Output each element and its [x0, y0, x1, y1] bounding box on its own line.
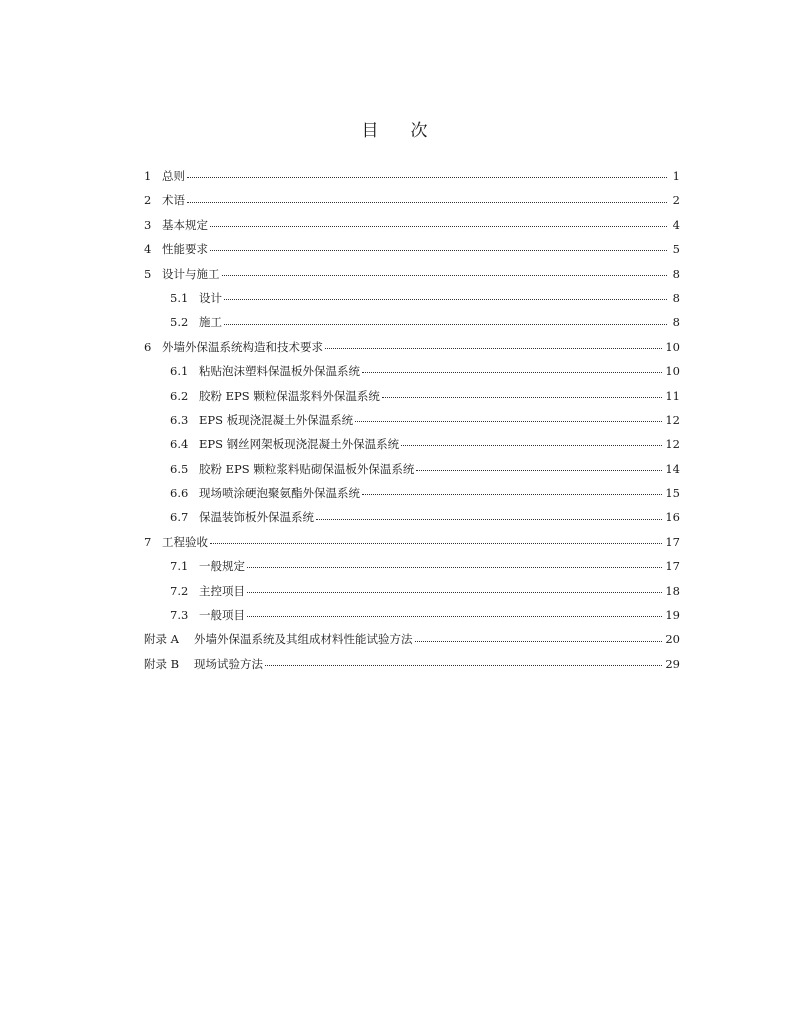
toc-entry-number: 6.5 — [170, 461, 189, 476]
toc-entry-page-number: 2 — [672, 193, 680, 208]
toc-entry-page-number: 19 — [665, 608, 680, 623]
toc-entry-number: 6.3 — [170, 412, 189, 427]
toc-entry-page-number: 17 — [665, 534, 680, 549]
toc-entry-label: 基本规定 — [162, 217, 208, 232]
toc-entry-page-number: 15 — [665, 486, 680, 501]
dot-leader — [224, 298, 667, 300]
toc-entry[interactable] — [144, 188, 680, 212]
toc-entry-page-number: 5 — [672, 242, 680, 257]
toc-entry-number: 5.1 — [170, 290, 189, 305]
dot-leader — [355, 420, 662, 422]
toc-entry[interactable] — [144, 652, 680, 676]
toc-entry[interactable] — [144, 457, 680, 481]
toc-entry-number: 6.1 — [170, 364, 189, 379]
toc-entry-page-number: 10 — [665, 339, 680, 354]
toc-entry-label: 现场试验方法 — [194, 656, 263, 671]
toc-entry-number: 7 — [144, 534, 152, 549]
toc-entry-page-number: 11 — [665, 388, 680, 403]
toc-entry[interactable] — [144, 262, 680, 286]
toc-entry-page-number: 8 — [672, 315, 680, 330]
toc-entry-number: 7.1 — [170, 559, 189, 574]
toc-entry-label: 性能要求 — [162, 242, 208, 257]
toc-entry[interactable] — [144, 554, 680, 578]
dot-leader — [210, 542, 662, 544]
table-of-contents — [144, 164, 680, 676]
toc-entry-page-number: 1 — [672, 169, 680, 183]
toc-entry-label: 胶粉 EPS 颗粒保温浆料外保温系统 — [199, 388, 380, 403]
toc-entry-label: 工程验收 — [162, 534, 208, 549]
dot-leader — [187, 201, 667, 203]
dot-leader — [210, 225, 667, 227]
toc-entry-label: 主控项目 — [199, 583, 245, 598]
toc-entry[interactable] — [144, 359, 680, 383]
dot-leader — [415, 640, 663, 642]
dot-leader — [187, 176, 667, 178]
toc-title — [0, 116, 791, 141]
dot-leader — [382, 396, 663, 398]
toc-entry-label: 外墙外保温系统及其组成材料性能试验方法 — [194, 632, 413, 647]
toc-title-char-1: 目 — [361, 121, 381, 141]
toc-entry[interactable] — [144, 505, 680, 529]
toc-entry-number: 附录 B — [144, 656, 180, 671]
toc-entry-label: 外墙外保温系统构造和技术要求 — [162, 339, 323, 354]
toc-entry-label: 现场喷涂硬泡聚氨酯外保温系统 — [199, 486, 360, 501]
toc-entry-page-number: 16 — [665, 510, 680, 525]
toc-entry-label: EPS 钢丝网架板现浇混凝土外保温系统 — [199, 437, 400, 452]
toc-entry-label: 施工 — [199, 315, 222, 330]
toc-entry-page-number: 8 — [672, 266, 680, 281]
toc-entry-number: 7.3 — [170, 608, 189, 623]
toc-entry-number: 5 — [144, 266, 152, 281]
toc-entry-number: 1 — [144, 169, 152, 183]
toc-entry[interactable] — [144, 530, 680, 554]
dot-leader — [224, 323, 667, 325]
toc-entry-label: 粘贴泡沫塑料保温板外保温系统 — [199, 364, 360, 379]
toc-entry[interactable] — [144, 603, 680, 627]
toc-title-char-2: 次 — [410, 121, 430, 141]
toc-entry[interactable] — [144, 384, 680, 408]
toc-entry[interactable] — [144, 335, 680, 359]
toc-entry-page-number: 14 — [665, 461, 680, 476]
toc-entry-number: 附录 A — [144, 632, 179, 647]
toc-entry-number: 2 — [144, 193, 152, 208]
toc-entry[interactable] — [144, 432, 680, 456]
dot-leader — [401, 444, 662, 446]
toc-entry-page-number: 17 — [665, 559, 680, 574]
dot-leader — [325, 347, 662, 349]
dot-leader — [362, 493, 662, 495]
toc-entry-page-number: 12 — [665, 437, 680, 452]
toc-entry-label: 保温装饰板外保温系统 — [199, 510, 314, 525]
toc-entry[interactable] — [144, 408, 680, 432]
toc-entry-number: 5.2 — [170, 315, 189, 330]
dot-leader — [210, 249, 667, 251]
toc-entry-number: 6.4 — [170, 437, 189, 452]
toc-entry-label: 一般规定 — [199, 559, 245, 574]
toc-entry-page-number: 20 — [665, 632, 680, 647]
toc-entry-label: 设计 — [199, 290, 222, 305]
toc-entry[interactable] — [144, 310, 680, 334]
toc-entry-number: 3 — [144, 217, 152, 232]
toc-entry-page-number: 10 — [665, 364, 680, 379]
dot-leader — [247, 566, 662, 568]
dot-leader — [316, 518, 662, 520]
toc-entry-page-number: 29 — [665, 656, 680, 671]
toc-entry-number: 6.6 — [170, 486, 189, 501]
toc-entry-page-number: 8 — [672, 290, 680, 305]
toc-entry-label: 一般项目 — [199, 608, 245, 623]
toc-entry-number: 6 — [144, 339, 152, 354]
toc-entry-label: 术语 — [162, 193, 185, 208]
toc-entry-label: EPS 板现浇混凝土外保温系统 — [199, 412, 354, 427]
toc-entry[interactable] — [144, 627, 680, 651]
dot-leader — [265, 664, 662, 666]
toc-entry[interactable] — [144, 286, 680, 310]
toc-entry-number: 6.7 — [170, 510, 189, 525]
toc-entry-label: 设计与施工 — [162, 266, 220, 281]
toc-entry-number: 7.2 — [170, 583, 189, 598]
toc-entry[interactable] — [144, 164, 680, 188]
dot-leader — [416, 469, 662, 471]
dot-leader — [247, 591, 662, 593]
toc-entry-number: 6.2 — [170, 388, 189, 403]
dot-leader — [222, 274, 668, 276]
toc-entry-label: 总则 — [162, 169, 185, 183]
toc-entry-label: 胶粉 EPS 颗粒浆料贴砌保温板外保温系统 — [199, 461, 415, 476]
toc-entry-number: 4 — [144, 242, 152, 257]
toc-entry-page-number: 4 — [672, 217, 680, 232]
dot-leader — [362, 371, 662, 373]
toc-entry[interactable] — [144, 579, 680, 603]
toc-entry-page-number: 18 — [665, 583, 680, 598]
toc-entry[interactable] — [144, 213, 680, 237]
toc-entry[interactable] — [144, 481, 680, 505]
toc-entry-page-number: 12 — [665, 412, 680, 427]
dot-leader — [247, 615, 662, 617]
toc-entry[interactable] — [144, 237, 680, 261]
